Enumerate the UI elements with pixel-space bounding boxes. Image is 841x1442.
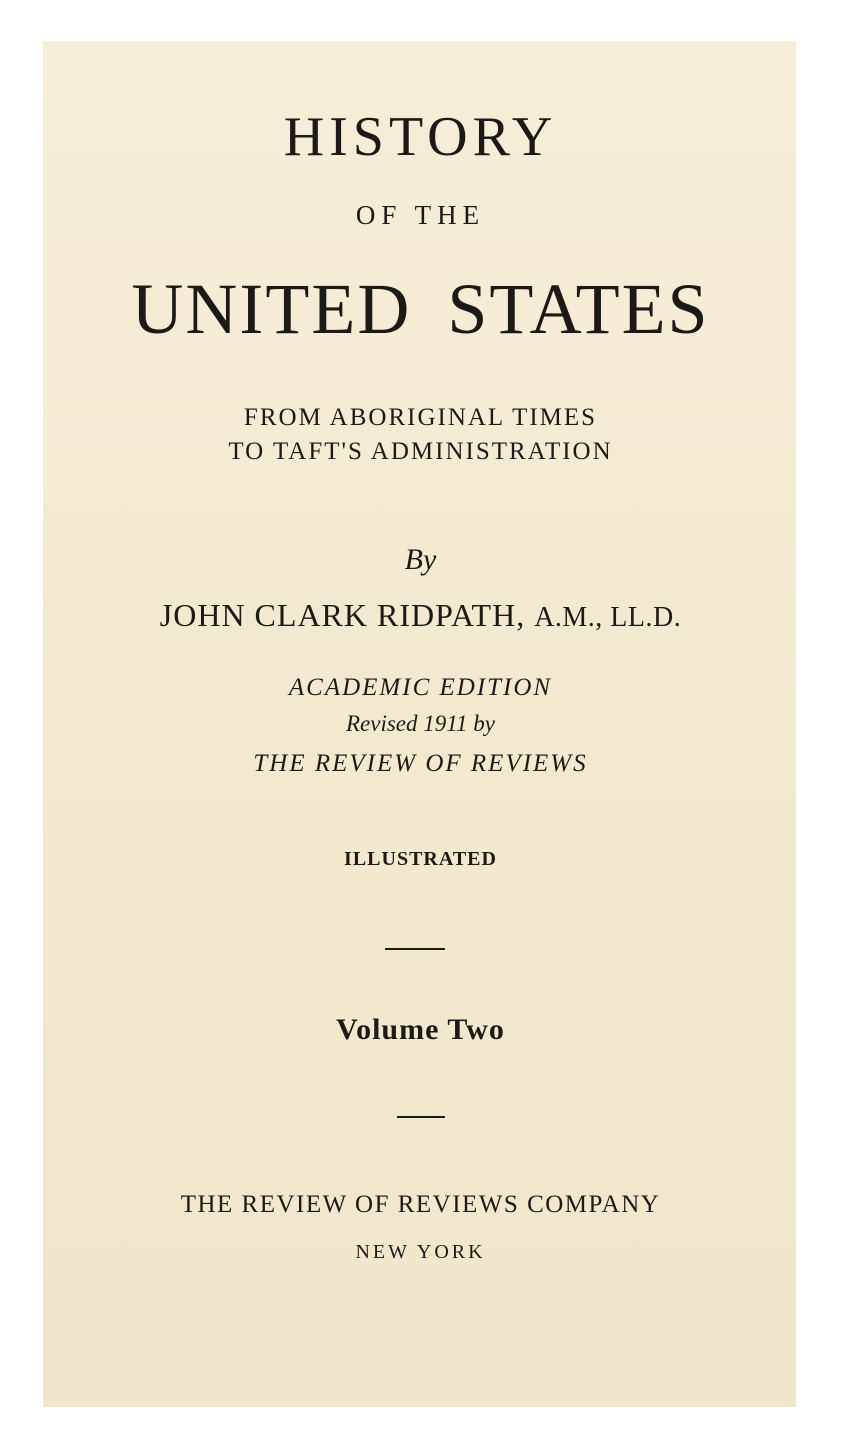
author-degrees: A.M., LL.D. <box>534 602 682 633</box>
subtitle-line-2: TO TAFT'S ADMINISTRATION <box>228 438 613 465</box>
divider-rule-top <box>385 948 445 950</box>
publisher-city: NEW YORK <box>355 1241 486 1263</box>
author-name: JOHN CLARK RIDPATH, <box>159 597 526 633</box>
book-title-subject: UNITED STATES <box>131 269 710 349</box>
revision-note: Revised 1911 by <box>345 711 496 736</box>
author <box>0 597 841 634</box>
illustrated-label: ILLUSTRATED <box>344 848 497 870</box>
book-title: HISTORY <box>283 106 558 168</box>
byline: By <box>404 543 437 576</box>
divider-rule-bottom <box>397 1116 445 1118</box>
book-title-connector: OF THE <box>355 200 486 230</box>
publisher: THE REVIEW OF REVIEWS COMPANY <box>180 1191 661 1218</box>
reviser: THE REVIEW OF REVIEWS <box>253 750 588 777</box>
volume-label: Volume Two <box>336 1013 505 1046</box>
subtitle-line-1: FROM ABORIGINAL TIMES <box>243 404 598 431</box>
edition: ACADEMIC EDITION <box>288 674 553 701</box>
